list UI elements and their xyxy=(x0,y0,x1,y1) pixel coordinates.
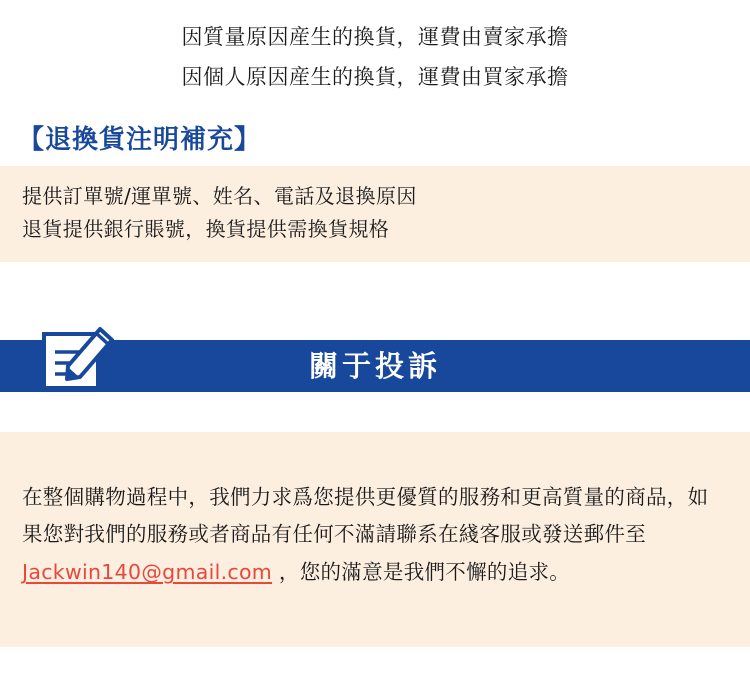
policy-line: 因個人原因産生的換貨，運費由買家承擔 xyxy=(181,64,569,89)
return-note-heading: 【退換貨注明補充】 xyxy=(18,125,262,155)
complaint-text-before: 在整個購物過程中，我們力求爲您提供更優質的服務和更高質量的商品，如果您對我們的服務或者商品有任何不滿請聯系在綫客服或發送郵件至 xyxy=(22,484,709,547)
complaint-banner xyxy=(0,316,750,400)
shipping-policy-lines xyxy=(0,0,750,93)
complaint-body-box xyxy=(0,432,750,647)
policy-line: 因質量原因産生的換貨，運費由賣家承擔 xyxy=(181,25,569,49)
return-note-line: 退貨提供銀行賬號，換貨提供需換貨規格 xyxy=(22,217,390,241)
complaint-text-after: ，您的滿意是我們不懈的追求。 xyxy=(272,560,571,585)
pencil-note-icon xyxy=(38,316,116,400)
return-note-box xyxy=(0,166,750,262)
complaint-paragraph xyxy=(22,479,728,593)
banner-title: 關于投訴 xyxy=(308,349,441,383)
return-note-line: 提供訂單號/運單號、姓名、電話及退換原因 xyxy=(22,184,417,208)
support-email-link[interactable]: Jackwin140@gmail.com xyxy=(22,560,273,585)
